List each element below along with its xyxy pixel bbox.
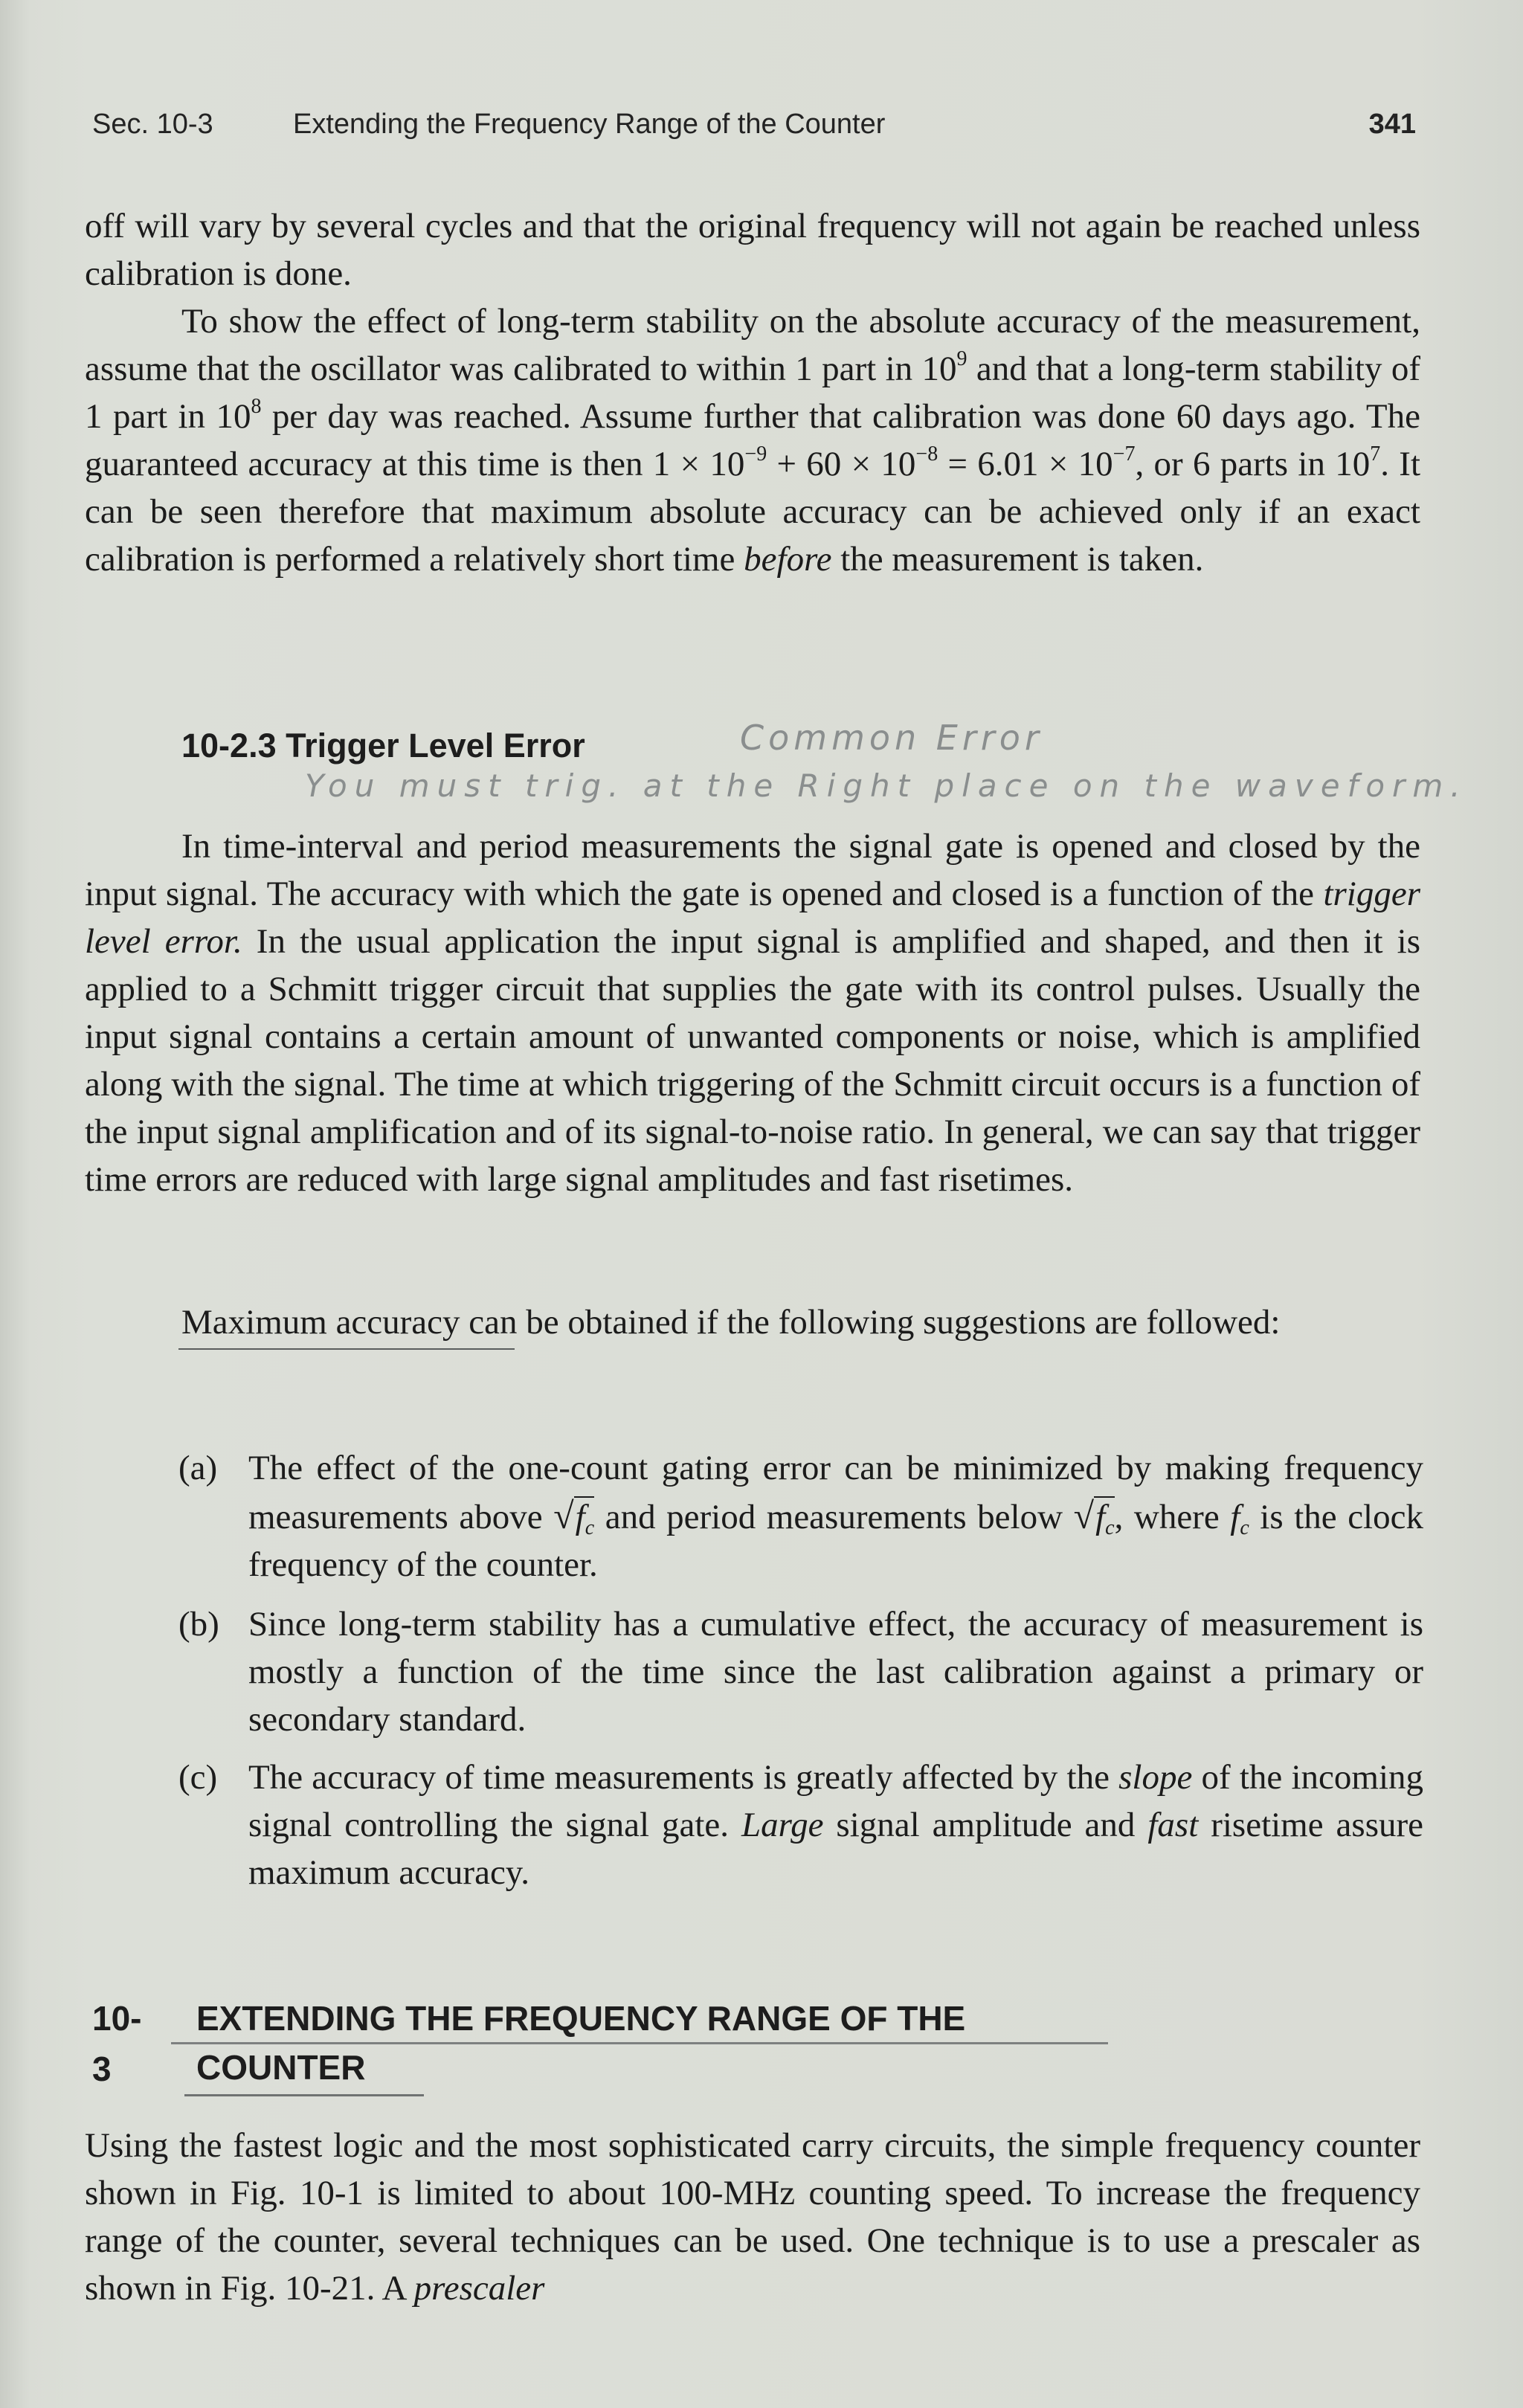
sqrt-symbol: $√f_c$ bbox=[553, 1495, 595, 1539]
section-number: 10-3 bbox=[92, 1999, 142, 2088]
list-marker: (a) bbox=[178, 1449, 218, 1487]
list-item-text: The accuracy of time measurements is greatly affected by the slope of the incoming signal controlling the signal gate. Large signal amplitude and fast risetime assure maximum accuracy. bbox=[248, 1758, 1424, 1892]
paragraph-trigger-level: In time-interval and period measurements the signal gate is opened and closed by the input signal. The accuracy with which the gate is opened and closed is a function of the trigger level error. In the usual application the input signal is amplified and shaped, and then it is applied to a Schmitt trigger circuit that supplies the gate with its control pulses. Usually the input signal contains a certain amount of unwanted components or noise, which is amplified along with the signal. The time at which triggering of the Schmitt circuit occurs is a function of the input signal amplification and of its signal-to-noise ratio. In general, we can say that trigger time errors are reduced with large signal amplitudes and fast risetimes. bbox=[85, 827, 1420, 1199]
handwritten-note: You must trig. at the Right place on the waveform. bbox=[305, 767, 1468, 804]
handwritten-underline bbox=[171, 2042, 1108, 2044]
list-marker: (c) bbox=[178, 1758, 218, 1797]
subsection-heading: 10-2.3 Trigger Level Error bbox=[181, 727, 585, 764]
paragraph-maximum-accuracy: Maximum accuracy can be obtained if the following suggestions are followed: bbox=[181, 1303, 1281, 1342]
handwritten-underline bbox=[184, 2094, 424, 2096]
paragraph-long-term-stability: To show the effect of long-term stability on the absolute accuracy of the measurement, assume that the oscillator was calibrated to within 1 part in $10^9$ and that a long-term stability of 1 part in $10^8$ per day was reached. Assume further that calibration was done 60 days ago. The guaranteed accuracy at this time is then $1 \times 10^{-9} + 60 \times 10^{-8} = 6.01 \times 10^{-7}$, or 6 parts in $10^7$. It can be seen therefore that maximum absolute accuracy can be achieved only if an exact calibration is performed a relatively short time before the measurement is taken. bbox=[85, 302, 1421, 579]
list-marker: (b) bbox=[178, 1605, 219, 1644]
section-title-line1: EXTENDING THE FREQUENCY RANGE OF THE bbox=[196, 1999, 966, 2038]
paragraph-continuation: off will vary by several cycles and that the original frequency will not again be reached unless calibration is done. bbox=[85, 207, 1420, 293]
running-header bbox=[92, 109, 1416, 146]
section-title-line2: COUNTER bbox=[196, 2048, 366, 2087]
list-item-text: Since long-term stability has a cumulative effect, the accuracy of measurement is mostly a function of the time since the last calibration against a primary or secondary standard. bbox=[248, 1605, 1423, 1739]
paragraph-extending-range: Using the fastest logic and the most sophisticated carry circuits, the simple frequency counter shown in Fig. 10-1 is limited to about 100-MHz counting speed. To increase the frequency range of the counter, several techniques can be used. One technique is to use a prescaler as shown in Fig. 10-21. A prescaler bbox=[85, 2126, 1420, 2308]
header-section: Sec. 10-3 bbox=[92, 109, 213, 140]
sqrt-symbol: $√f_c$ bbox=[1073, 1495, 1115, 1539]
handwritten-underline bbox=[178, 1348, 515, 1350]
page-number: 341 bbox=[1368, 109, 1416, 140]
handwritten-note: Common Error bbox=[740, 718, 1043, 758]
header-title: Extending the Frequency Range of the Counter bbox=[293, 109, 886, 140]
list-item-text: The effect of the one-count gating error can be minimized by making frequency measurements above $√f_c$ and period measurements below $√f_c$, where $f_c$ is the clock frequency of the counter. bbox=[248, 1449, 1423, 1584]
